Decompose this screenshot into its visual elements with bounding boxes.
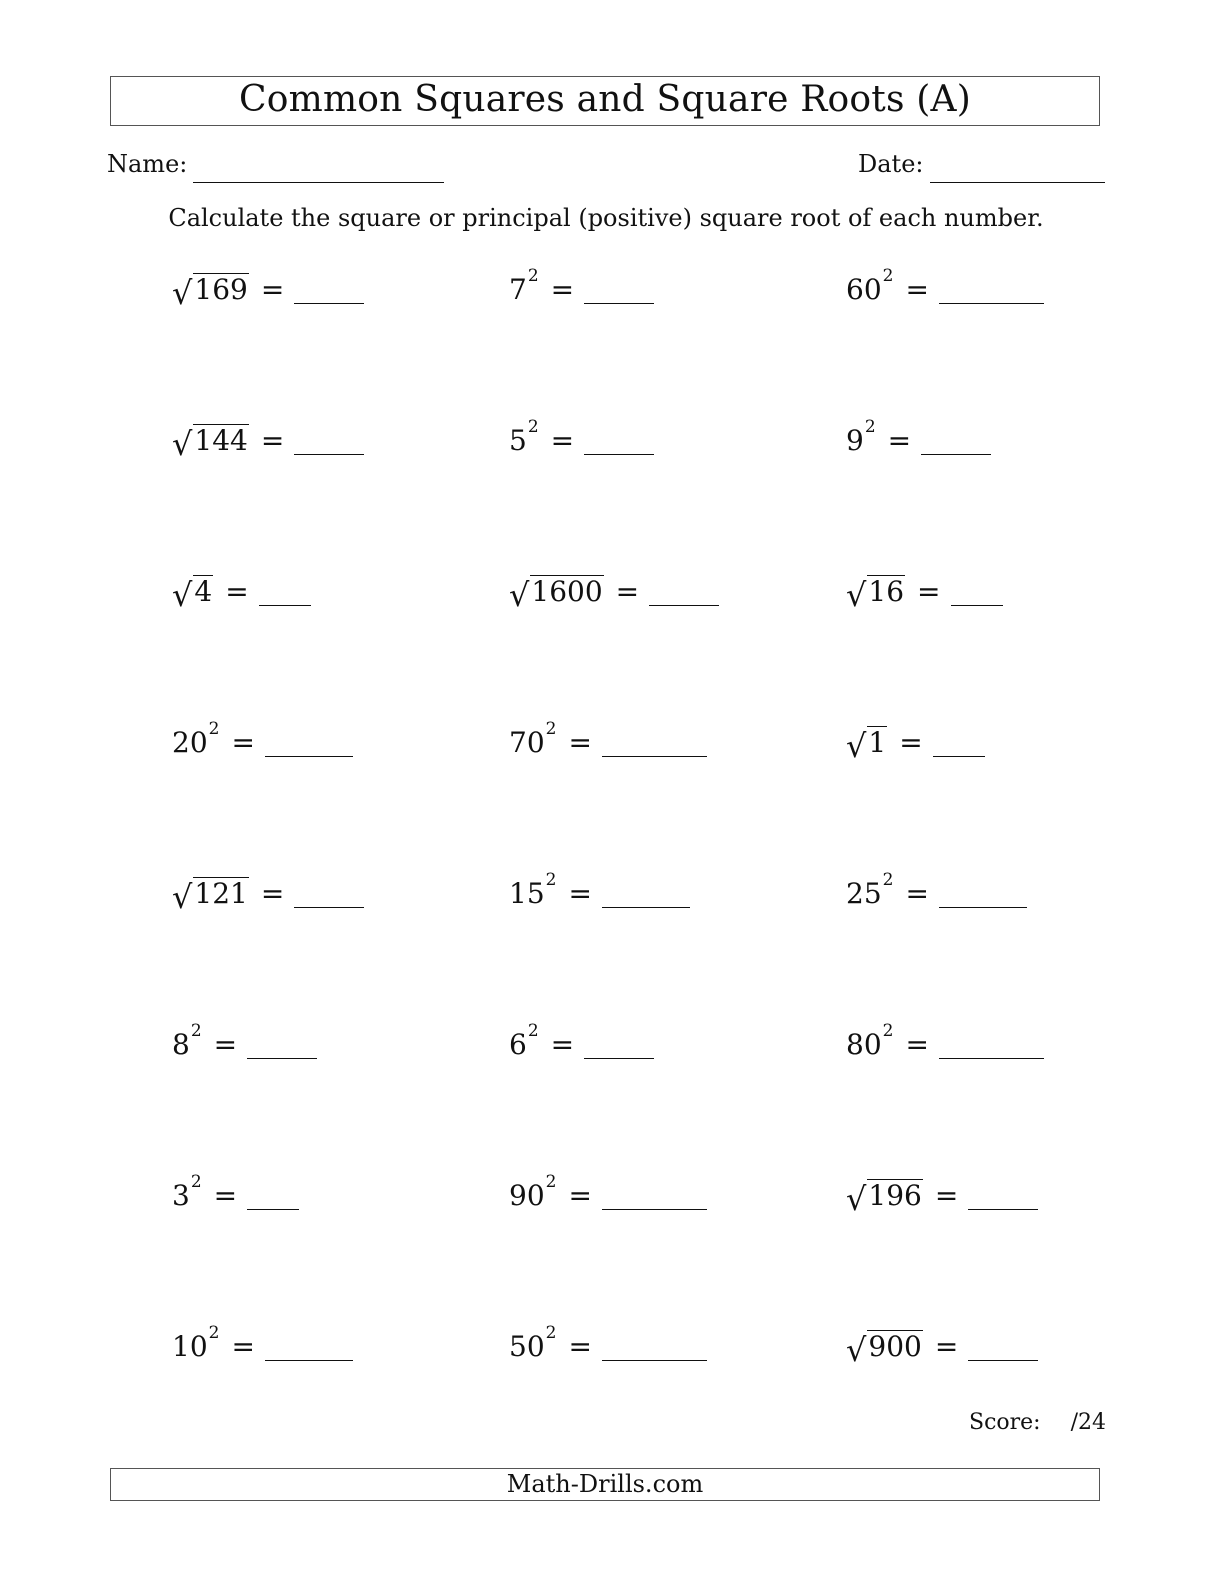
answer-blank[interactable] <box>939 279 1044 304</box>
exponent: 2 <box>882 1021 894 1041</box>
base: 20 <box>172 726 208 759</box>
square-root-expression <box>172 877 249 916</box>
square-root-expression <box>846 575 905 614</box>
footer-text: Math-Drills.com <box>506 1470 704 1498</box>
exponent: 2 <box>545 719 557 739</box>
square-root-expression <box>846 726 887 765</box>
score <box>969 1410 1106 1435</box>
base: 70 <box>509 726 545 759</box>
equals-sign: = <box>568 726 592 759</box>
equals-sign: = <box>260 424 285 457</box>
problem-4 <box>172 417 364 463</box>
problem-13 <box>172 870 364 916</box>
radicand: 1600 <box>531 575 603 608</box>
radicand: 121 <box>194 877 248 910</box>
square-expression <box>509 417 539 457</box>
base: 3 <box>172 1179 190 1212</box>
square-expression <box>509 870 557 910</box>
square-expression <box>172 1021 202 1061</box>
square-expression <box>509 719 557 759</box>
equals-sign: = <box>231 726 255 759</box>
problem-20 <box>509 1172 707 1212</box>
base: 6 <box>509 1028 527 1061</box>
equals-sign: = <box>934 1330 959 1363</box>
equals-sign: = <box>260 273 285 306</box>
base: 15 <box>509 877 545 910</box>
equals-sign: = <box>568 1179 592 1212</box>
answer-blank[interactable] <box>294 430 364 455</box>
square-root-expression <box>172 424 249 463</box>
equals-sign: = <box>231 1330 255 1363</box>
base: 10 <box>172 1330 208 1363</box>
problem-3 <box>846 266 1044 306</box>
base: 7 <box>509 273 527 306</box>
base: 9 <box>846 424 864 457</box>
problem-21 <box>846 1172 1038 1218</box>
score-label: Score: <box>969 1410 1041 1435</box>
answer-blank[interactable] <box>649 581 719 606</box>
name-field-line[interactable] <box>193 182 444 183</box>
radical-icon: √ <box>846 727 867 765</box>
equals-sign: = <box>225 575 249 608</box>
answer-blank[interactable] <box>968 1185 1038 1210</box>
radical-icon: √ <box>509 576 530 614</box>
square-expression <box>846 870 894 910</box>
radical-icon: √ <box>172 878 193 916</box>
problem-16 <box>172 1021 317 1061</box>
answer-blank[interactable] <box>265 1336 353 1361</box>
radicand: 4 <box>194 575 213 608</box>
exponent: 2 <box>527 417 539 437</box>
answer-blank[interactable] <box>968 1336 1038 1361</box>
answer-blank[interactable] <box>933 732 985 757</box>
radical-icon: √ <box>846 576 867 614</box>
exponent: 2 <box>190 1172 202 1192</box>
exponent: 2 <box>208 1323 220 1343</box>
radicand: 900 <box>868 1330 922 1363</box>
problem-8 <box>509 568 719 614</box>
exponent: 2 <box>882 266 894 286</box>
answer-blank[interactable] <box>584 1034 654 1059</box>
exponent: 2 <box>527 266 539 286</box>
square-expression <box>846 417 876 457</box>
answer-blank[interactable] <box>939 883 1027 908</box>
problem-17 <box>509 1021 654 1061</box>
radical-icon: √ <box>846 1180 867 1218</box>
problem-24 <box>846 1323 1038 1369</box>
equals-sign: = <box>905 273 929 306</box>
problem-11 <box>509 719 707 759</box>
equals-sign: = <box>550 424 575 457</box>
score-total: /24 <box>1070 1410 1106 1435</box>
exponent: 2 <box>882 870 894 890</box>
radicand: 16 <box>868 575 905 608</box>
equals-sign: = <box>568 877 592 910</box>
answer-blank[interactable] <box>602 732 707 757</box>
exponent: 2 <box>864 417 876 437</box>
equals-sign: = <box>568 1330 592 1363</box>
exponent: 2 <box>527 1021 539 1041</box>
problem-19 <box>172 1172 299 1212</box>
base: 50 <box>509 1330 545 1363</box>
answer-blank[interactable] <box>584 430 654 455</box>
exponent: 2 <box>545 1323 557 1343</box>
base: 80 <box>846 1028 882 1061</box>
base: 90 <box>509 1179 545 1212</box>
problem-14 <box>509 870 690 910</box>
problem-6 <box>846 417 991 457</box>
equals-sign: = <box>905 1028 929 1061</box>
problem-9 <box>846 568 1003 614</box>
answer-blank[interactable] <box>259 581 311 606</box>
base: 25 <box>846 877 882 910</box>
answer-blank[interactable] <box>602 1336 707 1361</box>
answer-blank[interactable] <box>294 279 364 304</box>
square-expression <box>846 1021 894 1061</box>
square-root-expression <box>509 575 604 614</box>
problem-5 <box>509 417 654 457</box>
title-box <box>110 76 1100 126</box>
equals-sign: = <box>550 1028 575 1061</box>
equals-sign: = <box>213 1028 238 1061</box>
radicand: 144 <box>194 424 248 457</box>
exponent: 2 <box>208 719 220 739</box>
problem-22 <box>172 1323 353 1363</box>
square-root-expression <box>846 1179 923 1218</box>
square-expression <box>509 1021 539 1061</box>
radicand: 196 <box>868 1179 922 1212</box>
page-title: Common Squares and Square Roots (A) <box>239 79 971 120</box>
exponent: 2 <box>545 1172 557 1192</box>
radical-icon: √ <box>172 576 193 614</box>
base: 5 <box>509 424 527 457</box>
equals-sign: = <box>615 575 640 608</box>
square-root-expression <box>846 1330 923 1369</box>
date-field-line[interactable] <box>930 182 1105 183</box>
problem-10 <box>172 719 353 759</box>
answer-blank[interactable] <box>951 581 1003 606</box>
footer-box <box>110 1468 1100 1501</box>
answer-blank[interactable] <box>247 1185 299 1210</box>
radicand: 169 <box>194 273 248 306</box>
exponent: 2 <box>545 870 557 890</box>
answer-blank[interactable] <box>265 732 353 757</box>
name-label: Name: <box>107 150 188 178</box>
square-expression <box>509 266 539 306</box>
equals-sign: = <box>260 877 285 910</box>
square-root-expression <box>172 273 249 312</box>
square-expression <box>509 1323 557 1363</box>
problem-12 <box>846 719 985 765</box>
answer-blank[interactable] <box>602 883 690 908</box>
square-expression <box>846 266 894 306</box>
base: 60 <box>846 273 882 306</box>
square-root-expression <box>172 575 213 614</box>
radical-icon: √ <box>172 274 193 312</box>
base: 8 <box>172 1028 190 1061</box>
equals-sign: = <box>213 1179 238 1212</box>
equals-sign: = <box>934 1179 959 1212</box>
square-expression <box>172 1323 220 1363</box>
answer-blank[interactable] <box>584 279 654 304</box>
answer-blank[interactable] <box>939 1034 1044 1059</box>
problem-23 <box>509 1323 707 1363</box>
equals-sign: = <box>917 575 941 608</box>
problem-2 <box>509 266 654 306</box>
problem-1 <box>172 266 364 312</box>
square-expression <box>172 1172 202 1212</box>
square-expression <box>509 1172 557 1212</box>
answer-blank[interactable] <box>247 1034 317 1059</box>
exponent: 2 <box>190 1021 202 1041</box>
equals-sign: = <box>899 726 923 759</box>
instructions: Calculate the square or principal (positive) square root of each number. <box>168 204 1044 232</box>
radicand: 1 <box>868 726 887 759</box>
equals-sign: = <box>887 424 912 457</box>
equals-sign: = <box>905 877 929 910</box>
date-label: Date: <box>858 150 924 178</box>
radical-icon: √ <box>172 425 193 463</box>
problem-15 <box>846 870 1027 910</box>
answer-blank[interactable] <box>294 883 364 908</box>
equals-sign: = <box>550 273 575 306</box>
problem-7 <box>172 568 311 614</box>
square-expression <box>172 719 220 759</box>
answer-blank[interactable] <box>602 1185 707 1210</box>
answer-blank[interactable] <box>921 430 991 455</box>
problem-18 <box>846 1021 1044 1061</box>
radical-icon: √ <box>846 1331 867 1369</box>
